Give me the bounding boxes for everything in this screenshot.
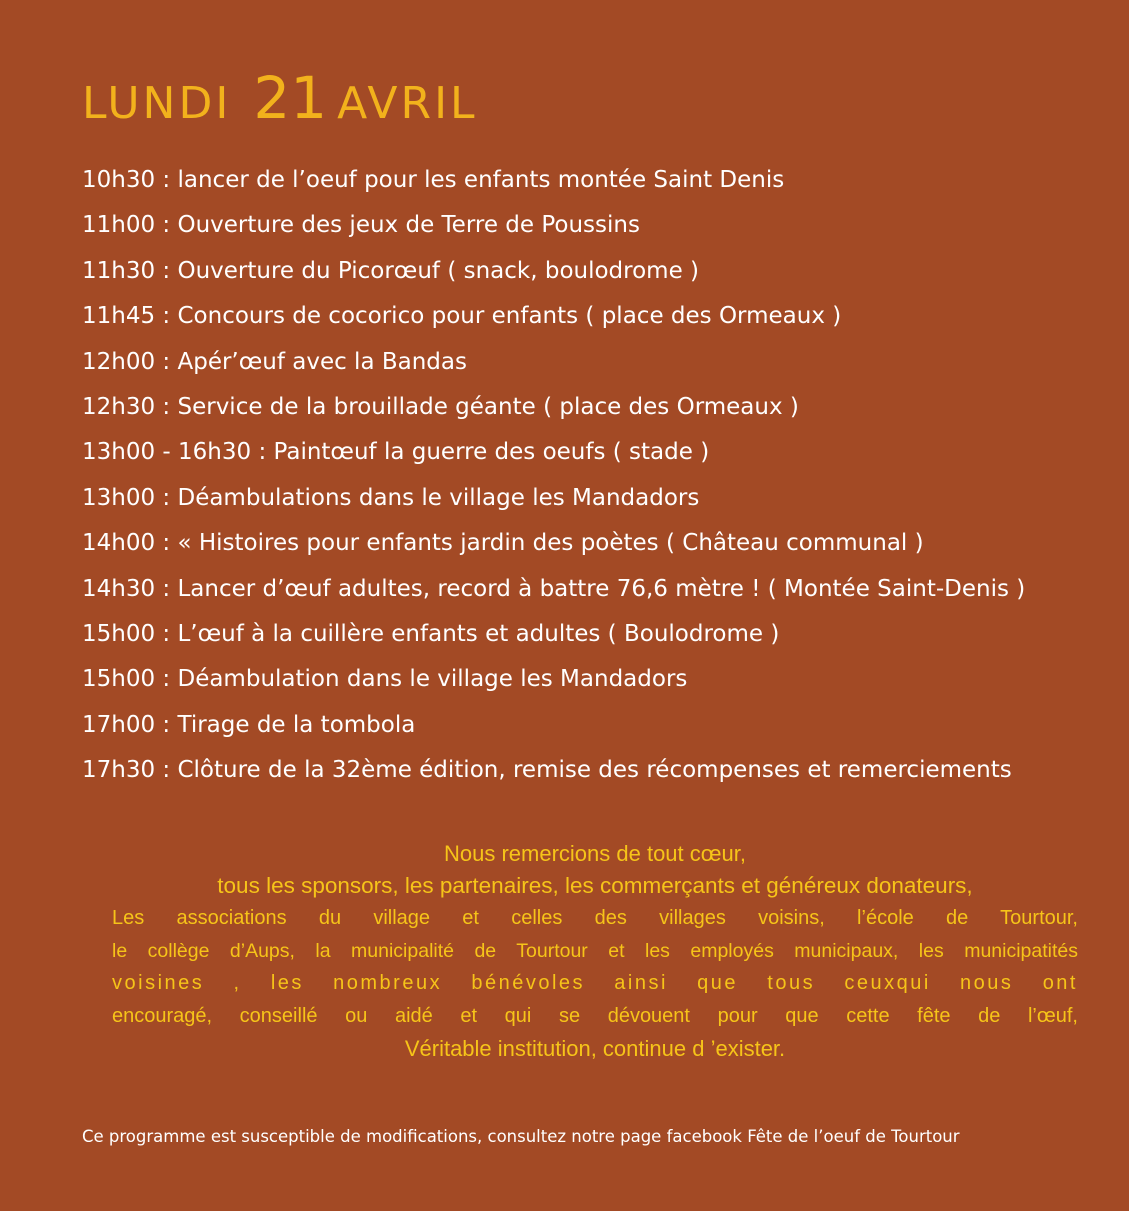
schedule-item: 10h30 : lancer de l’oeuf pour les enfants montée Saint Denis: [82, 167, 785, 193]
schedule-item: 17h00 : Tirage de la tombola: [82, 711, 416, 738]
page-title: [82, 64, 478, 132]
footer-note: Ce programme est susceptible de modifications, consultez notre page facebook Fête de l’oeuf de Tourtour: [82, 1127, 960, 1146]
schedule-item: 11h45 : Concours de cocorico pour enfants ( place des Ormeaux ): [82, 303, 842, 330]
schedule-item: 11h00 : Ouverture des jeux de Terre de Poussins: [82, 212, 640, 239]
schedule-item: 15h00 : Déambulation dans le village les Mandadors: [82, 666, 688, 693]
thanks-line: Les associations du village et celles des villages voisins, l’école de Tourtour,: [112, 907, 1078, 929]
thanks-block: [112, 838, 1078, 1066]
thanks-line: tous les sponsors, les partenaires, les commerçants et généreux donateurs,: [217, 873, 973, 898]
thanks-line: encouragé, conseillé ou aidé et qui se dévouent pour que cette fête de l’œuf,: [112, 1004, 1078, 1027]
thanks-line: voisines , les nombreux bénévoles ainsi que tous ceuxqui nous ont: [112, 972, 1078, 994]
thanks-line: Nous remercions de tout cœur,: [443, 841, 746, 866]
schedule-item: 12h00 : Apér’œuf avec la Bandas: [82, 348, 467, 375]
title-date: 21: [253, 64, 328, 132]
schedule-item: 13h00 : Déambulations dans le village les Mandadors: [82, 484, 700, 511]
schedule-item: 13h00 - 16h30 : Paintœuf la guerre des oeufs ( stade ): [82, 439, 710, 466]
thanks-line: le collège d’Aups, la municipalité de Tourtour et les employés municipaux, les municipatités: [112, 939, 1078, 962]
thanks-line: Véritable institution, continue d ’exister.: [404, 1036, 786, 1061]
schedule-item: 11h30 : Ouverture du Picorœuf ( snack, boulodrome ): [82, 257, 700, 284]
schedule-item: 15h00 : L’œuf à la cuillère enfants et adultes ( Boulodrome ): [82, 621, 780, 648]
schedule-item: 14h30 : Lancer d’œuf adultes, record à battre 76,6 mètre ! ( Montée Saint-Denis ): [82, 575, 1026, 602]
schedule-item: 12h30 : Service de la brouillade géante ( place des Ormeaux ): [82, 394, 799, 421]
schedule-item: 14h00 : « Histoires pour enfants jardin des poètes ( Château communal ): [82, 530, 924, 557]
schedule-list: [82, 158, 1025, 794]
title-month: AVRIL: [337, 78, 478, 129]
title-day: LUNDI: [82, 78, 232, 129]
schedule-item: 17h30 : Clôture de la 32ème édition, remise des récompenses et remerciements: [82, 757, 1012, 784]
